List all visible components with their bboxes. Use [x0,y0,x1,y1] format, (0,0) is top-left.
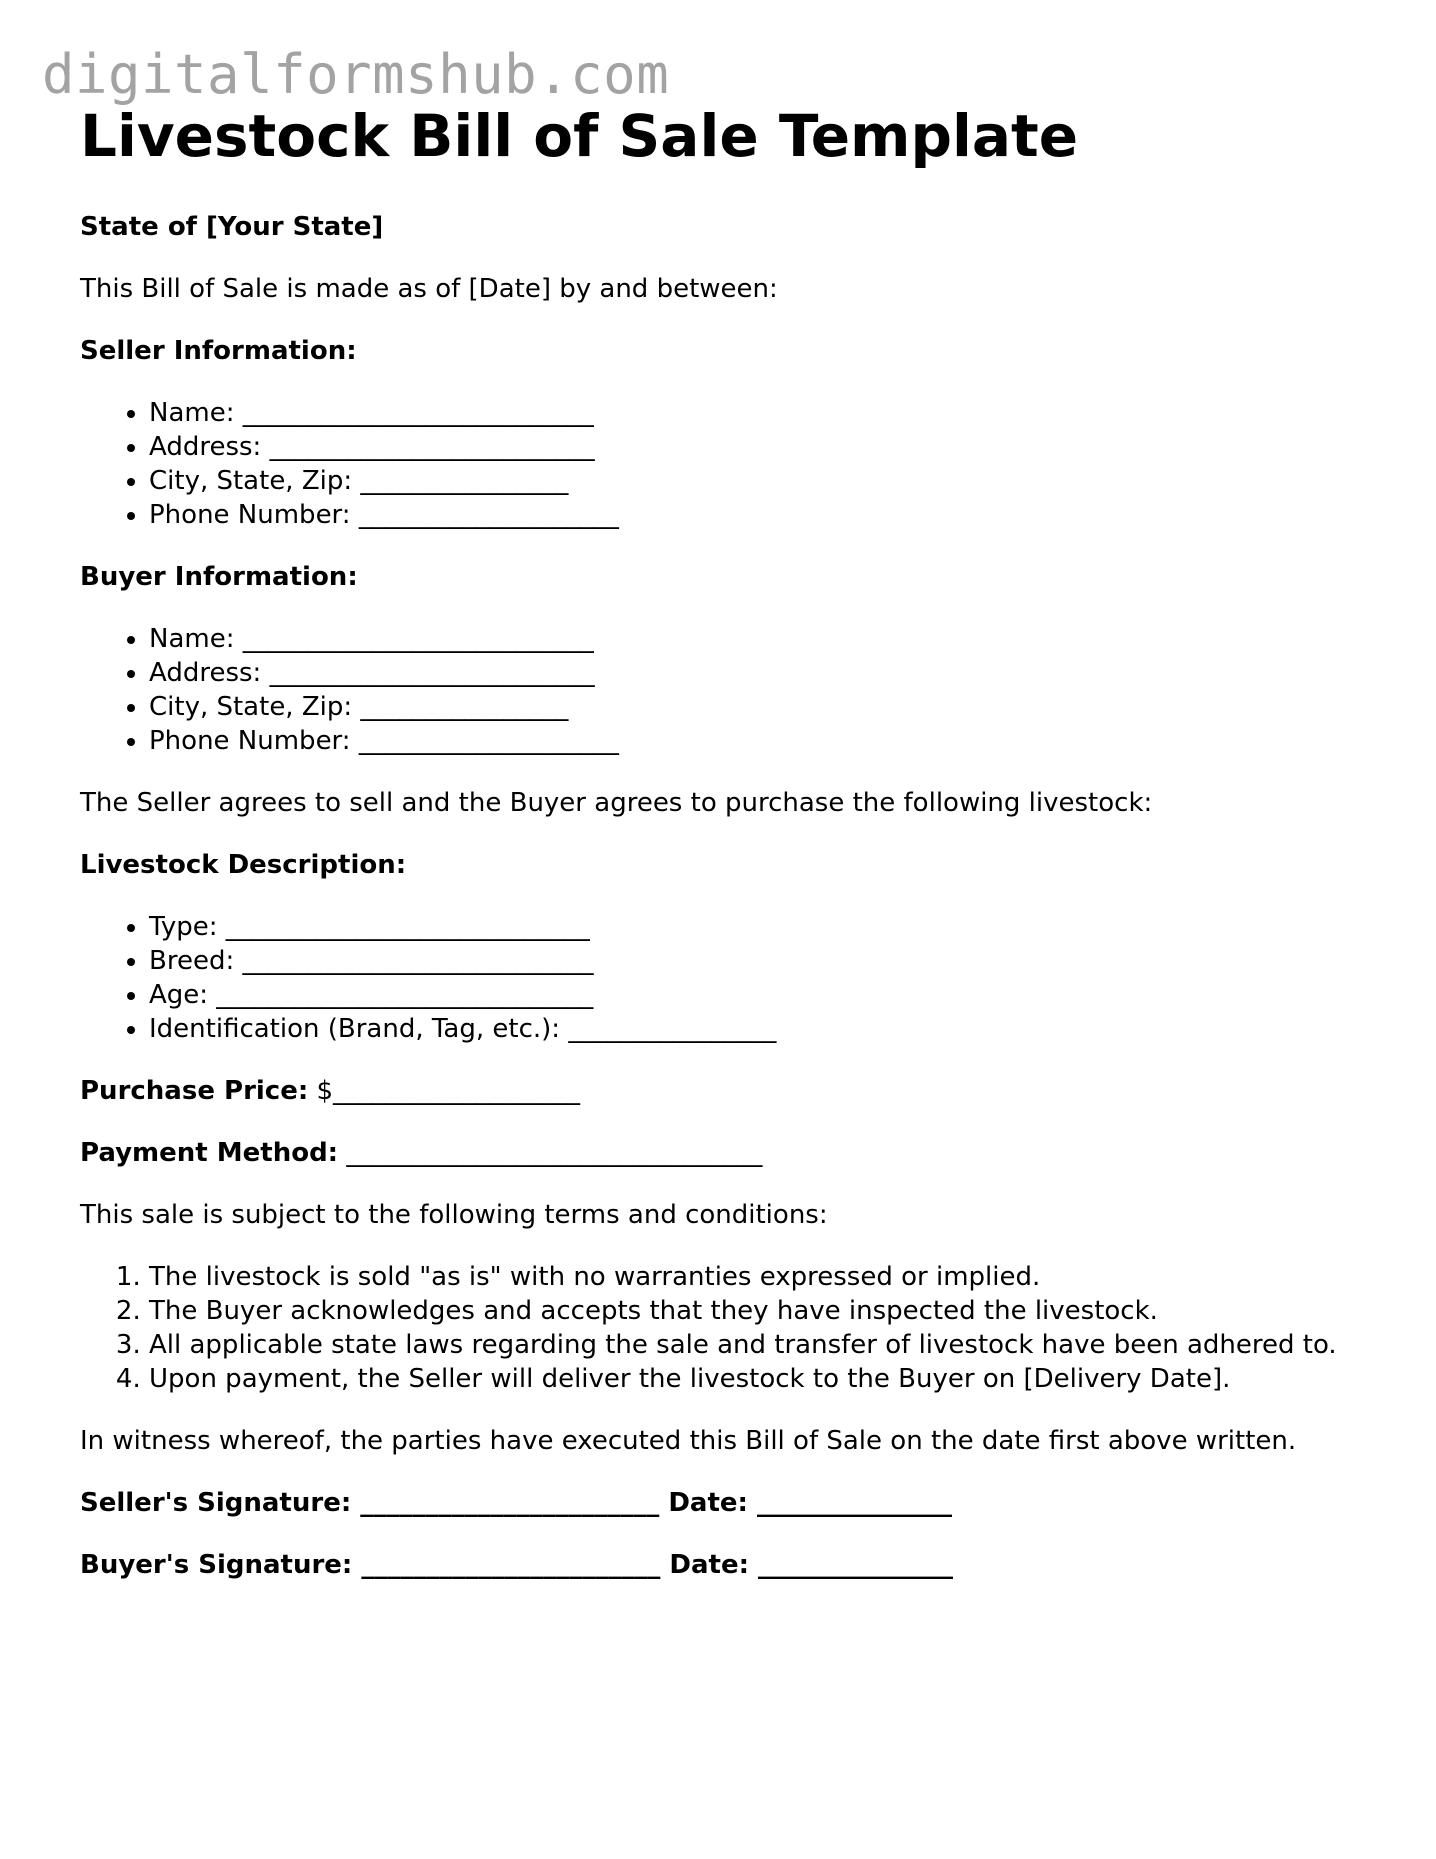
document-title: Livestock Bill of Sale Template [80,102,1079,170]
buyer-city-state-zip-field: • City, State, Zip: ________________ [149,690,1370,724]
intro-paragraph: This Bill of Sale is made as of [Date] by and between: [80,274,778,304]
purchase-price-blank: $___________________ [308,1076,581,1106]
seller-address-field: • Address: _________________________ [149,430,1370,464]
term-item: 4. Upon payment, the Seller will deliver the livestock to the Buyer on [Delivery Date]. [149,1362,1370,1396]
payment-method-blank: ________________________________ [338,1138,763,1168]
payment-method-label: Payment Method: [80,1138,339,1168]
seller-info-list [80,396,1370,532]
livestock-identification-field: • Identification (Brand, Tag, etc.): ________________ [149,1012,1370,1046]
watermark: digitalformshub.com [42,43,670,106]
livestock-type-field: • Type: ____________________________ [149,910,1370,944]
buyer-name-field: • Name: ___________________________ [149,622,1370,656]
witness-paragraph: In witness whereof, the parties have executed this Bill of Sale on the date first above written. [80,1426,1297,1456]
term-item: 1. The livestock is sold "as is" with no warranties expressed or implied. [149,1260,1370,1294]
livestock-list [80,910,1370,1046]
state-line: State of [Your State] [80,212,384,242]
term-item: 2. The Buyer acknowledges and accepts that they have inspected the livestock. [149,1294,1370,1328]
seller-phone-field: • Phone Number: ____________________ [149,498,1370,532]
seller-signature-line: Seller's Signature: _______________________ Date: _______________ [80,1488,952,1518]
livestock-age-field: • Age: _____________________________ [149,978,1370,1012]
term-item: 3. All applicable state laws regarding the sale and transfer of livestock have been adhered to. [149,1328,1370,1362]
terms-intro: This sale is subject to the following terms and conditions: [80,1200,828,1230]
buyer-signature-line: Buyer's Signature: _______________________ Date: _______________ [80,1550,954,1580]
purchase-price-label: Purchase Price: [80,1076,309,1106]
payment-method-line [80,1136,1370,1170]
buyer-phone-field: • Phone Number: ____________________ [149,724,1370,758]
buyer-address-field: • Address: _________________________ [149,656,1370,690]
purchase-price-line [80,1074,1370,1108]
seller-name-field: • Name: ___________________________ [149,396,1370,430]
terms-list [80,1260,1370,1396]
buyer-heading: Buyer Information: [80,562,358,592]
agreement-paragraph: The Seller agrees to sell and the Buyer agrees to purchase the following livestock: [80,788,1153,818]
buyer-info-list [80,622,1370,758]
livestock-breed-field: • Breed: ___________________________ [149,944,1370,978]
document-body [80,96,1370,1582]
seller-heading: Seller Information: [80,336,357,366]
seller-city-state-zip-field: • City, State, Zip: ________________ [149,464,1370,498]
livestock-heading: Livestock Description: [80,850,407,880]
